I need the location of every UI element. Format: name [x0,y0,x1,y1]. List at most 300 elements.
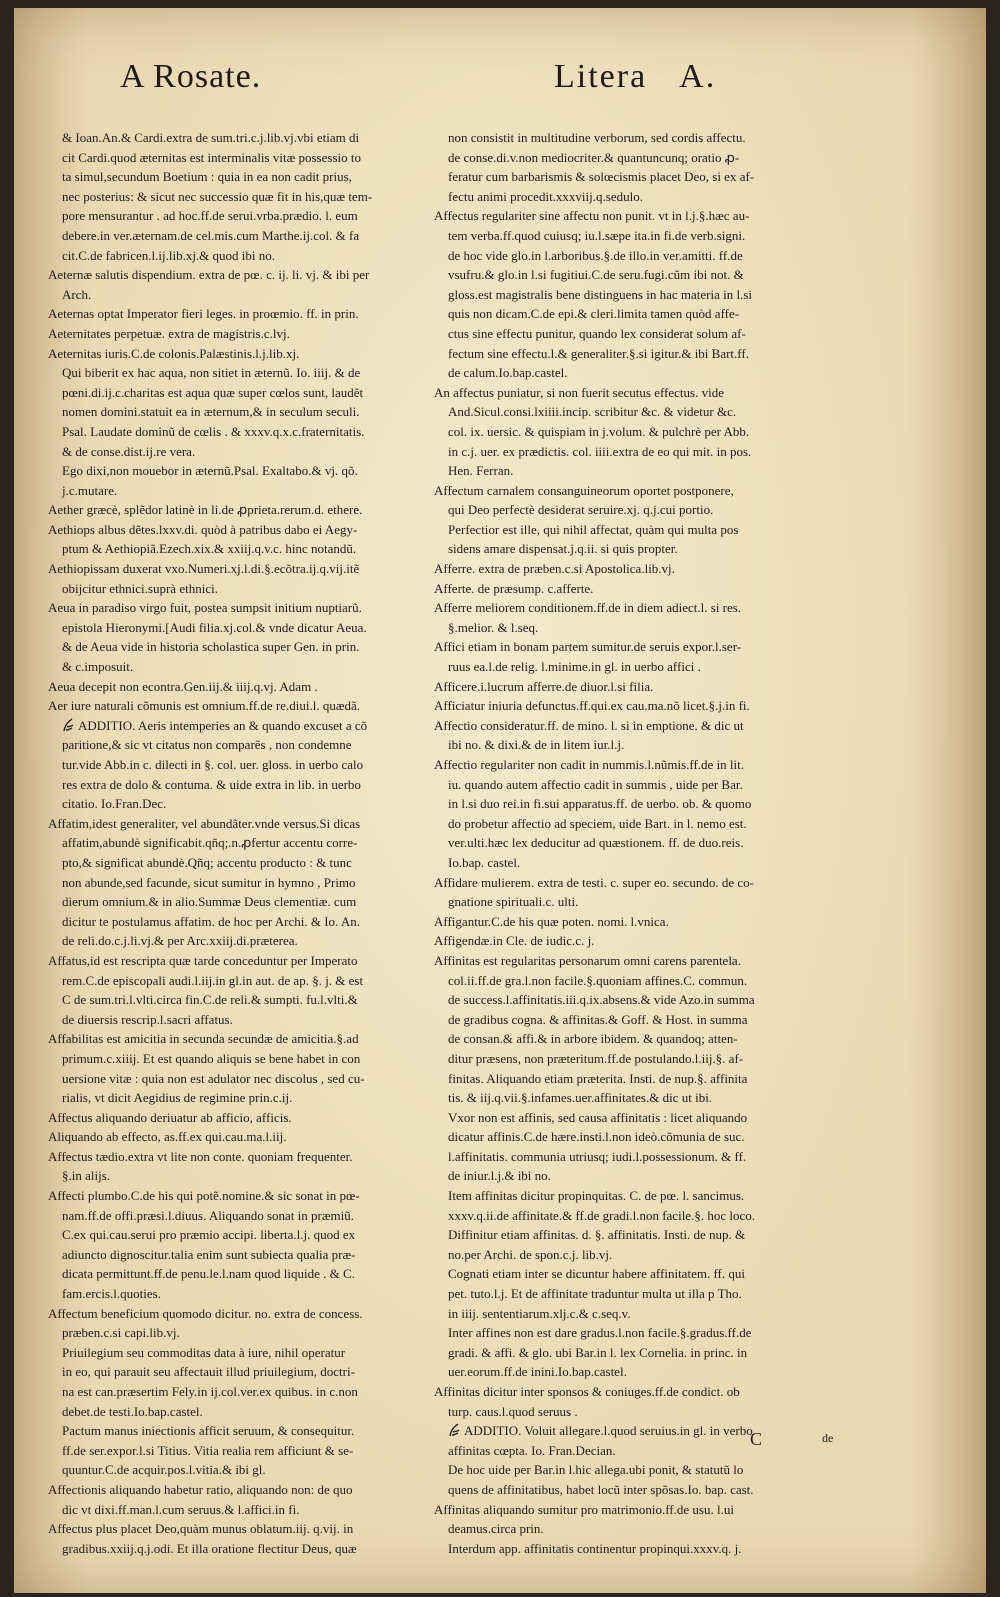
text-line [434,1108,842,1128]
text-line-content: ADDITIO. Aeris intemperies an & quando excuset a cõ [78,717,368,733]
text-line-content: quens de affinitatibus, habet locũ inter spõsas.Io. bap. cast. [448,1481,754,1497]
text-line [434,363,842,383]
text-line-content: debere.in ver.æternam.de cel.mis.cum Marthe.ij.col. & fa [62,227,360,243]
text-line-content: de success.l.affinitatis.iii.q.ix.absens.& vide Azo.in summa [448,992,755,1008]
text-line [48,1206,426,1226]
pointing-hand-icon [62,716,76,734]
text-line-content: Afferre. extra de præben.c.si Apostolica.lib.vj. [434,561,675,577]
text-line [434,265,842,285]
text-line-content: epistola Hieronymi.[Audi filia.xj.col.& vnde dicatur Aeua. [62,619,367,635]
text-line-content: non abunde,sed facunde, sicut sumitur in hymno , Primo [62,874,356,890]
text-line [48,383,426,403]
text-line-content: affinitas cœpta. Io. Fran.Decian. [448,1442,616,1458]
text-line-content: tur.vide Abb.in c. dilecti in §. col. uer. gloss. in uerbo calo [62,757,364,772]
header-right-word: Litera [554,58,648,95]
text-line-content: Arch. [62,286,92,302]
text-line [434,814,842,834]
text-line [434,461,842,481]
text-line-content: rem.C.de episcopali audi.l.iij.in gl.in aut. de ap. §. j. & est [62,972,364,988]
text-line-content: Affabilitas est amicitia in secunda secundæ de amicitia.§.ad [48,1031,359,1047]
text-line [48,461,426,481]
text-line-content: uersione vitæ : quia non est adulator nec discolus , sed cu- [62,1070,365,1086]
text-line [434,1264,842,1284]
text-line [434,637,842,657]
text-line-content: primum.c.xiiij. Et est quando aliquis se bene habet in con [62,1050,361,1066]
text-line [434,520,842,540]
text-line-content: in c.j. uer. ex prædictis. col. iiii.extra de eo qui mit. in pos. [448,443,752,459]
text-line [434,1441,842,1461]
text-line [434,853,842,873]
text-line-content: De hoc uide per Bar.in l.hic allega.ubi ponit, & statutũ lo [448,1462,744,1478]
text-line [434,873,842,893]
text-line [434,128,842,148]
text-line-content: Aeternitas iuris.C.de colonis.Palæstinis.l.j.lib.xj. [48,345,300,361]
catchword: de [822,1431,834,1445]
text-line-content: & Ioan.An.& Cardi.extra de sum.tri.c.j.lib.vj.vbi etiam di [62,130,360,145]
text-line-content: Aethiops albus dẽtes.lxxv.di. quòd à patribus dabo ei Aegy- [48,521,358,537]
text-line [48,716,426,736]
text-line-content: tem verba.ff.quod cuiusq; iu.l.sæpe ita.in fi.de verb.signi. [448,227,746,243]
text-line-content: adiuncto dignoscitur.talia enim sunt subiecta qualia præ- [62,1246,356,1262]
text-line-content: C.ex qui.cau.serui pro præmio accipi. liberta.l.j. quod ex [62,1227,356,1243]
text-line [434,1225,842,1245]
text-line-content: Item affinitas dicitur propinquitas. C. de pœ. l. sancimus. [448,1188,745,1204]
text-line-content: Affinitas est regularitas personarum omni carens parentela. [434,952,741,968]
text-line-content: Affatus,id est rescripta quæ tarde conceduntur per Imperato [48,952,358,968]
text-line [434,1069,842,1089]
text-line-content: cit Cardi.quod æternitas est interminalis vitæ possessio to [62,149,361,165]
text-line [434,598,842,618]
text-line-content: & de conse.dist.ij.re vera. [62,443,196,459]
signature-mark: C [750,1429,763,1449]
text-line [48,1421,426,1441]
text-line [48,148,426,168]
text-line-content: citatio. Io.Fran.Dec. [62,796,167,812]
text-line [434,324,842,344]
text-line-content: deamus.circa prin. [448,1521,544,1537]
text-line [434,304,842,324]
text-line-content: §.melior. & l.seq. [448,619,539,635]
text-line-content: tis. & iij.q.vii.§.infames.uer.affinitates.& dic ut ibi. [448,1090,713,1106]
text-line [48,187,426,207]
text-line [434,755,842,775]
text-line-content: Hen. Ferran. [448,463,514,479]
text-line-content: Aeternas optat Imperator fieri leges. in proœmio. ff. in prin. [48,306,359,322]
text-line [48,363,426,383]
text-line-content: Ego dixi,non mouebor in æternũ.Psal. Exaltabo.& vj. qõ. [62,463,358,479]
text-line [434,1206,842,1226]
text-line [48,559,426,579]
text-line [48,206,426,226]
text-line-content: turp. caus.l.quod seruus . [448,1403,578,1419]
text-line [434,1480,842,1500]
text-line [434,1010,842,1030]
text-line [48,814,426,834]
text-line [48,892,426,912]
text-line [434,657,842,677]
text-line [48,246,426,266]
text-line [48,500,426,520]
text-line-content: Afferre meliorem conditionem.ff.de in diem adiect.l. si res. [434,600,742,616]
text-line [48,344,426,364]
text-line-content: non consistit in multitudine verborum, sed cordis affectu. [448,130,746,145]
text-line-content: iu. quando autem affectio cadit in summis , uide per Bar. [448,776,743,792]
text-line-content: Affectus regulariter sine affectu non punit. vt in l.j.§.hæc au- [434,208,750,224]
text-line-content: And.Sicul.consi.lxiiii.incip. scribitur &c. & videtur &c. [448,404,737,420]
text-line [434,442,842,462]
text-line [48,1069,426,1089]
text-line [434,167,842,187]
text-line-content: Affatim,idest generaliter, vel abundãter.vnde versus.Si dicas [48,815,361,831]
text-line-content: gradi. & affi. & glo. ubi Bar.in l. lex Cornelia. in princ. in [448,1344,748,1360]
text-line-content: na est can.præsertim Fely.in ij.col.ver.ex quibus. in c.non [62,1384,358,1399]
pointing-hand-icon [448,1421,462,1439]
text-line [434,187,842,207]
text-line [434,716,842,736]
text-line-content: Priuilegium seu commoditas data à iure, nihil operatur [62,1344,346,1360]
text-line-content: Interdum app. affinitatis continentur propinqui.xxxv.q. j. [448,1540,742,1556]
text-line-content: Affectionis aliquando habetur ratio, aliquando non: de quo [48,1481,353,1497]
text-line-content: in iiij. sententiarum.xlj.c.& c.seq.v. [448,1305,631,1321]
text-line-content: de hoc vide glo.in l.arboribus.§.de illo.in ver.amitti. ff.de [448,247,743,263]
text-line [434,402,842,422]
text-line-content: Qui biberit ex hac aqua, non sitiet in æternũ. Io. iiij. & de [62,365,361,381]
text-line [48,1362,426,1382]
text-line [48,951,426,971]
text-line-content: gradibus.xxiij.q.j.odi. Et illa oratione flectitur Deus, quæ [62,1540,357,1556]
text-line [434,1402,842,1422]
text-line [48,1480,426,1500]
text-line-content: Aether græcè, splẽdor latinè in li.de ꝓprieta.rerum.d. ethere. [48,502,363,518]
text-line [48,696,426,716]
text-line-content: debet.de testi.Io.bap.castel. [62,1403,203,1419]
text-line [48,1088,426,1108]
text-line-content: Afficere.i.lucrum afferre.de diuor.l.si filia. [434,678,654,694]
text-line-content: vsufru.& glo.in l.si fugitiui.C.de seru.fugi.cũm ibi not. & [448,267,744,283]
text-line-content: de conse.di.v.non mediocriter.& quantuncunq; oratio ꝓ- [448,149,740,165]
text-line [434,775,842,795]
text-line [434,677,842,697]
text-line [48,755,426,775]
text-line-content: fam.ercis.l.quoties. [62,1286,161,1302]
text-line [48,1264,426,1284]
header-right-title [554,58,716,96]
text-line [48,1323,426,1343]
text-line [434,1245,842,1265]
text-line [434,539,842,559]
text-line-content: Perfectior est ille, qui nihil affectat, quàm qui multa pos [448,521,739,537]
text-line [434,226,842,246]
left-text-column [48,128,426,1558]
text-line-content: l.affinitatis. communia utriusq; iudi.l.possessionum. & ff. [448,1148,747,1164]
text-line-content: Afferte. de præsump. c.afferte. [434,580,594,596]
text-line-content: cit.C.de fabricen.l.ij.lib.xj.& quod ibi no. [62,247,276,263]
text-line-content: Affectum beneficium quomodo dicitur. no. extra de concess. [48,1305,363,1321]
text-line-content: dicitur te postulamus affatim. de hoc per Archi. & Io. An. [62,913,360,929]
text-line-content: ctus sine effectu punitur, quando lex considerat solum af- [448,325,746,341]
text-line [434,931,842,951]
text-line [434,618,842,638]
text-line-content: ff.de ser.expor.l.si Titius. Vitia realia rem afficiunt & se- [62,1442,354,1458]
text-line [434,383,842,403]
text-line-content: pet. tuto.l.j. Et de affinitate traduntur multa ut illa p Tho. [448,1286,742,1302]
text-line-content: col.ii.ff.de gra.l.non facile.§.quoniam affines.C. commun. [448,972,748,988]
text-line-content: affatim,abundè significabit.qñq;.n.ꝓfertur accentu corre- [62,835,358,851]
text-line-content: Diffinitur etiam affinitas. d. §. affinitatis. Insti. de nup. & [448,1227,746,1243]
text-line-content: Affecti plumbo.C.de his qui potẽ.nomine.& sic sonat in pœ- [48,1188,360,1204]
text-line-content: de iniur.l.j.& ibi no. [448,1168,551,1184]
text-line [48,598,426,618]
text-line [48,1382,426,1402]
text-line [48,677,426,697]
text-line [48,657,426,677]
text-line-content: nam.ff.de offi.præsi.l.diuus. Aliquando sonat in præmiũ. [62,1207,355,1223]
text-line [434,1284,842,1304]
text-line [48,1304,426,1324]
text-line [48,1460,426,1480]
text-line-content: de reli.do.c.j.li.vj.& per Arc.xxiij.di.præterea. [62,933,298,949]
text-line [48,579,426,599]
text-line [434,794,842,814]
text-line-content: Aer iure naturali cõmunis est omnium.ff.de re.diui.l. quædã. [48,698,361,714]
text-line [48,1343,426,1363]
text-line [434,1127,842,1147]
text-line [434,951,842,971]
text-line-content: Aethiopissam duxerat vxo.Numeri.xj.l.di.§.ecõtra.ij.q.vij.itẽ [48,561,360,577]
text-line [48,520,426,540]
text-line [48,1539,426,1559]
text-line-content: Aeternæ salutis dispendium. extra de pœ. c. ij. li. vj. & ibi per [48,267,370,283]
text-line-content: Vxor non est affinis, sed causa affinitatis : licet aliquando [448,1109,748,1125]
header-left-title: A Rosate. [120,58,262,95]
text-line-content: Cognati etiam inter se dicuntur habere affinitatem. ff. qui [448,1266,745,1282]
text-line [48,1245,426,1265]
text-line-content: in l.si duo rei.in fi.sui apparatus.ff. de uerbo. ob. & quomo [448,796,752,812]
text-line-content: Affinitas aliquando sumitur pro matrimonio.ff.de usu. l.ui [434,1501,734,1517]
book-page [14,8,986,1593]
text-line [48,1225,426,1245]
text-line [48,1108,426,1128]
text-line [434,1304,842,1324]
text-line [48,618,426,638]
text-line [434,833,842,853]
text-line-content: Affectum carnalem consanguineorum oportet postponere, [434,482,734,498]
text-line-content: de calum.Io.bap.castel. [448,365,568,381]
text-line [48,304,426,324]
text-line [434,1421,842,1441]
text-line-content: no.per Archi. de spon.c.j. lib.vj. [448,1246,613,1262]
text-line-content: dierum omnium.& in alio.Summæ Deus clementiæ. cum [62,894,357,910]
text-line-content: Affici etiam in bonam partem sumitur.de seruis expor.l.ser- [434,639,742,655]
text-line-content: rialis, vt dicit Aegidius de regimine prin.c.ij. [62,1090,293,1106]
text-line [48,912,426,932]
text-line-content: ver.ulti.hæc lex deducitur ad quæstionem. ff. de duo.reis. [448,835,744,851]
text-line [48,1284,426,1304]
text-line [434,500,842,520]
text-line [434,696,842,716]
text-line-content: dicata permittunt.ff.de penu.le.l.nam quod liquide . & C. [62,1266,355,1282]
text-line-content: ibi no. & dixi.& de in litem iur.l.j. [448,737,625,753]
text-line [434,1460,842,1480]
text-line [434,1519,842,1539]
text-line-content: pœni.di.ij.c.charitas est aqua quæ super cœlos sunt, laudẽt [62,384,364,400]
text-line [434,735,842,755]
text-line-content: sidens amare dispensat.j.q.ii. si quis propter. [448,541,678,557]
text-line [434,481,842,501]
text-line [48,1010,426,1030]
text-line [48,402,426,422]
right-text-column [434,128,842,1558]
text-line-content: Inter affines non est dare gradus.l.non facile.§.gradus.ff.de [448,1325,752,1341]
text-line [434,1323,842,1343]
text-line [434,1382,842,1402]
text-line-content: xxxv.q.ii.de affinitate.& ff.de gradi.l.non facile.§. hoc loco. [448,1207,755,1223]
text-line-content: præben.c.si capi.lib.vj. [62,1325,180,1341]
text-line [434,206,842,226]
text-line-content: pore mensurantur . ad hoc.ff.de serui.vrba.prædio. l. eum [62,208,358,224]
text-line-content: dicatur affinis.C.de hære.insti.l.non ideò.cõmunia de suc. [448,1129,745,1145]
text-line-content: res extra de dolo & contuma. & uide extra in lib. in uerbo [62,776,361,792]
text-line-content: ruus ea.l.de relig. l.minime.in gl. in uerbo affici . [448,659,701,675]
text-line [434,285,842,305]
text-line [48,422,426,442]
text-line [434,1029,842,1049]
text-line [48,167,426,187]
text-line-content: Psal. Laudate dominũ de cœlis . & xxxv.q.x.c.fraternitatis. [62,423,365,439]
text-line-content: Aeua in paradiso virgo fuit, postea sumpsit initium nuptiarũ. [48,600,362,616]
text-line [434,1362,842,1382]
text-line [434,1049,842,1069]
header-right-letter: A. [679,58,717,95]
text-line-content: Affectus aliquando deriuatur ab afficio, afficis. [48,1109,292,1125]
text-line-content: in eo, qui parauit seu affectauit illud priuilegium, doctri- [62,1364,355,1380]
text-line-content: feratur cum barbarismis & solœcismis placet Deo, si ex af- [448,169,755,185]
text-line [48,794,426,814]
text-line [434,579,842,599]
text-line-content: Affectio regulariter non cadit in nummis.l.nũmis.ff.de in lit. [434,757,745,772]
text-line [434,246,842,266]
text-line [48,481,426,501]
running-header [14,58,986,108]
text-line [48,539,426,559]
text-line-content: & de Aeua vide in historia scholastica super Gen. in prin. [62,639,360,655]
text-line [48,1186,426,1206]
text-line-content: uer.eorum.ff.de inini.Io.bap.castel. [448,1364,627,1380]
text-line-content: ptum & Aethiopiã.Ezech.xix.& xxiij.q.v.c. hinc notandũ. [62,541,357,557]
text-line-content: Affigantur.C.de his quæ poten. nomi. l.vnica. [434,913,669,929]
text-line [48,128,426,148]
text-line-content: nec posterius: & sicut nec successio quæ fit in his,quæ tem- [62,188,373,204]
text-line [48,775,426,795]
text-line [48,1166,426,1186]
text-line [48,735,426,755]
text-line-content: Affectio consideratur.ff. de mino. l. si in emptione. & dic ut [434,717,744,733]
text-line-content: & c.imposuit. [62,659,134,675]
text-line-content: Affinitas dicitur inter sponsos & coniuges.ff.de condict. ob [434,1384,740,1399]
text-line-content: quuntur.C.de acquir.pos.l.vitia.& ibi gl. [62,1462,266,1478]
text-line-content: fectu animi procedit.xxxviij.q.sedulo. [448,188,643,204]
text-line-content: Affectus plus placet Deo,quàm munus oblatum.iij. q.vij. in [48,1521,354,1537]
text-line [48,1147,426,1167]
text-line-content: Aeternitates perpetuæ. extra de magistris.c.lvj. [48,325,290,341]
text-line [48,971,426,991]
text-line [48,1500,426,1520]
text-line-content: quis non dicam.C.de epi.& cleri.limita tamen quòd affe- [448,306,740,322]
text-line [48,833,426,853]
text-line-content: gloss.est magistralis bene distinguens in hac materia in l.si [448,286,753,302]
text-line [434,1088,842,1108]
text-line-content: Aliquando ab effecto, as.ff.ex qui.cau.ma.l.iij. [48,1129,287,1145]
text-line-content: Affidare mulierem. extra de testi. c. super eo. secundo. de co- [434,874,754,890]
text-line-content: do probetur affectio ad speciem, uide Bart. in l. nemo est. [448,815,747,831]
text-line-content: Affigendæ.in Cle. de iudic.c. j. [434,933,595,949]
text-line-content: pto,& significat abundè.Qñq; accentu producto : & tunc [62,854,352,870]
text-line [434,1539,842,1559]
text-line-content: qui Deo perfectè desiderat seruire.xj. q.j.cui portio. [448,502,714,518]
text-line-content: ditur præsens, non præteritum.ff.de postulando.l.iij.§. af- [448,1050,744,1066]
text-line [434,559,842,579]
text-line [48,1029,426,1049]
text-line [48,853,426,873]
text-line [434,1343,842,1363]
text-line-content: Io.bap. castel. [448,854,521,870]
text-line [48,990,426,1010]
text-line [434,344,842,364]
text-line-content: de diuersis rescrip.l.sacri affatus. [62,1011,233,1027]
text-line-content: j.c.mutare. [62,482,118,498]
text-line-content: Affectus tædio.extra vt lite non conte. quoniam frequenter. [48,1148,353,1164]
text-line [48,873,426,893]
text-line [434,912,842,932]
text-line [48,285,426,305]
text-line [48,1519,426,1539]
text-line [48,637,426,657]
text-line-content: de gradibus cogna. & affinitas.& Goff. & Host. in summa [448,1011,748,1027]
text-line [434,892,842,912]
text-line-content: nomen domini.statuit ea in æternum,& in seculum seculi. [62,404,360,420]
text-line-content: C de sum.tri.l.vlti.circa fin.C.de reli.& sumpti. fu.l.vlti.& [62,992,358,1008]
text-line [48,1402,426,1422]
text-line [434,990,842,1010]
text-line [48,931,426,951]
text-line [434,422,842,442]
text-line [48,1441,426,1461]
text-line-content: col. ix. uersic. & quispiam in j.volum. & pulchrè per Abb. [448,423,750,439]
text-line-content: Afficiatur iniuria defunctus.ff.qui.ex cau.ma.nõ licet.§.j.in fi. [434,698,750,714]
text-line-content: §.in alijs. [62,1168,111,1184]
text-line-content: ADDITIO. Voluit allegare.l.quod seruius.in gl. in verbo [464,1423,753,1439]
text-line-content: Aeua decepit non econtra.Gen.iij.& iiij.q.vj. Adam . [48,678,318,694]
text-line [434,148,842,168]
text-line-content: de consan.& affi.& in arbore ibidem. & quandoq; atten- [448,1031,738,1047]
text-line [48,265,426,285]
text-line-content: gnatione spirituali.c. ulti. [448,894,579,910]
text-line-content: fectum sine effectu.l.& generaliter.§.si igitur.& ibi Bart.ff. [448,345,749,361]
text-line [48,324,426,344]
text-line [434,1166,842,1186]
text-line-content: obijcitur ethnici.suprà ethnici. [62,580,218,596]
text-line-content: dic vt dixi.ff.man.l.cum seruus.& l.affici.in fi. [62,1501,300,1517]
text-line-content: finitas. Aliquando etiam præterita. Insti. de nup.§. affinita [448,1070,748,1086]
text-line-content: An affectus puniatur, si non fuerit secutus effectus. vide [434,384,724,400]
text-line-content: paritione,& sic vt citatus non comparẽs , non condemne [62,737,352,753]
text-line [48,1049,426,1069]
text-line [48,1127,426,1147]
text-line-content: Pactum manus iniectionis afficit seruum, & consequitur. [62,1423,355,1439]
text-line-content: ta simul,secundum Boetium : quia in ea non cadit prius, [62,169,352,185]
text-line [434,971,842,991]
text-line [434,1500,842,1520]
